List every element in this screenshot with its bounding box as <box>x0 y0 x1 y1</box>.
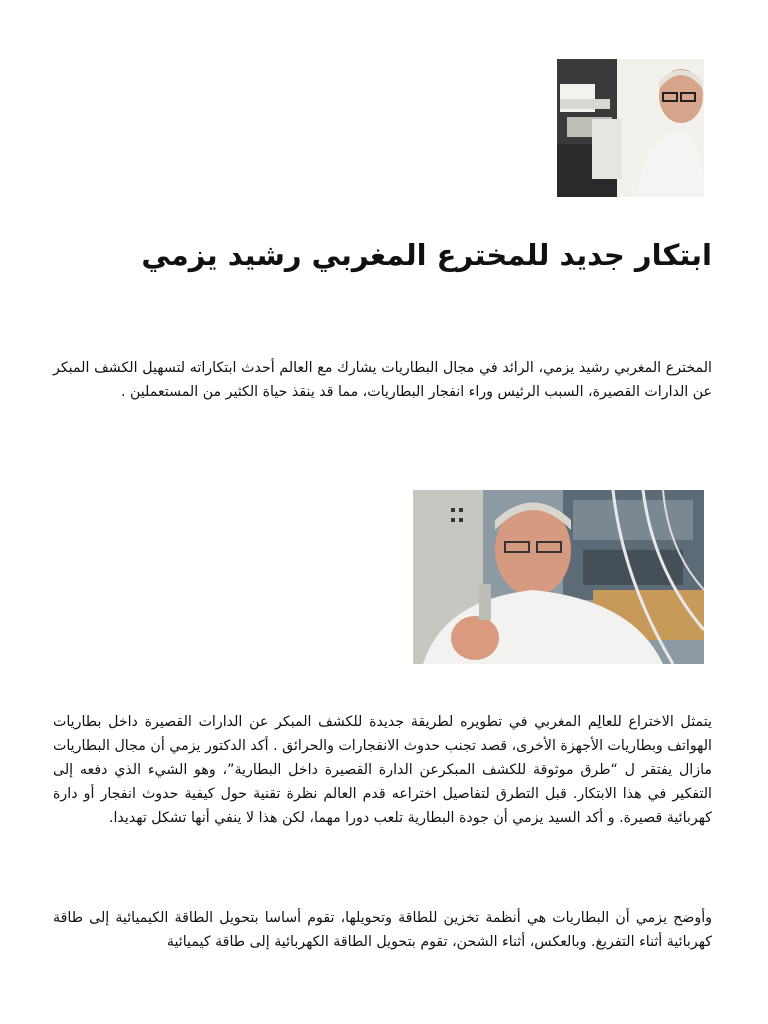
article-paragraph-1: المخترع المغربي رشيد يزمي، الرائد في مجال البطاريات يشارك مع العالم أحدث ابتكاراته لتسهيل الكشف المبكر عن الدارات القصيرة، السبب الرئيس وراء انفجار البطاريات، مما قد ينقذ حياة الكثير من المستعملين . <box>53 360 712 400</box>
article-paragraph-3: وأوضح يزمي أن البطاريات هي أنظمة تخزين للطاقة وتحويلها، تقوم أساسا بتحويل الطاقة الكيميائية إلى طاقة كهربائية أثناء التفريغ. وبالعكس، أثناء الشحن، تقوم بتحويل الطاقة الكهربائية إلى طاقة كيميائية <box>53 910 712 950</box>
scientist-holding-device-photo <box>413 490 704 664</box>
article-paragraph-2: يتمثل الاختراع للعالِم المغربي في تطويره لطريقة جديدة للكشف المبكر عن الدارات القصيرة داخل بطاريات الهواتف وبطاريات الأجهزة الأخرى، قصد تجنب حدوث الانفجارات والحرائق . أكد الدكتور يزمي أن مجال البطاريات مازال يفتقر ل “طرق موثوقة للكشف المبكرعن الدارة القصيرة داخل البطارية”، وهو الشيء الذي دفعه إلى التفكير في هذا الابتكار. قبل التطرق لتفاصيل اختراعه قدم العالم نظرة تقنية حول كيفية حدوث انفجار أو دارة كهربائية قصيرة. و أكد السيد يزمي أن جودة البطارية تلعب دورا مهما، لكن هذا لا ينفي أنها تشكل تهديدا. <box>53 714 712 826</box>
scientist-portrait-photo <box>557 59 704 197</box>
article-title: ابتكار جديد للمخترع المغربي رشيد يزمي <box>141 238 712 272</box>
